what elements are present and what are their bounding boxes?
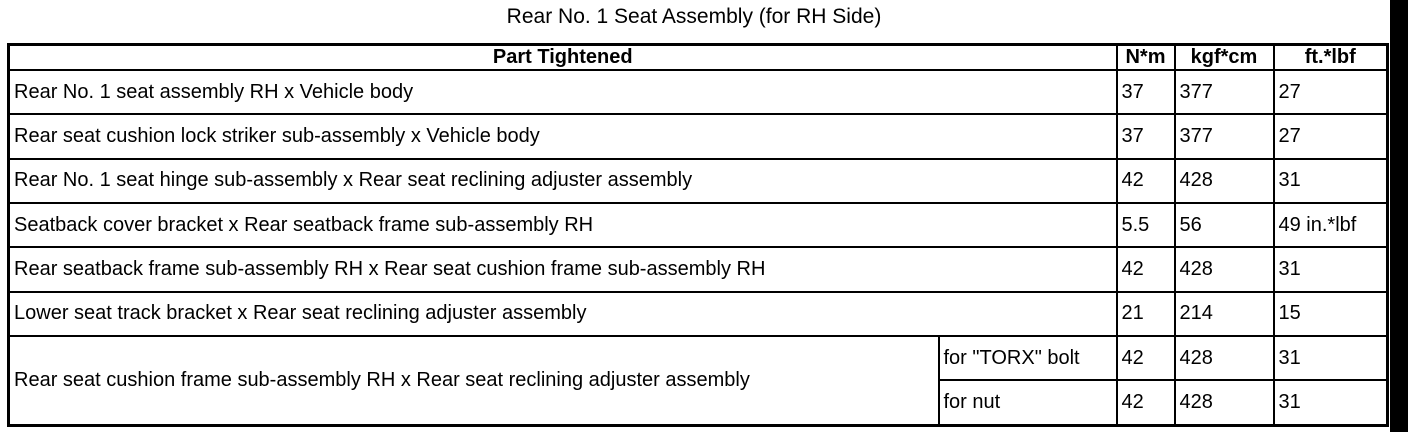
- ft-cell: 31: [1274, 247, 1388, 291]
- header-row: [9, 45, 1388, 71]
- page-title: Rear No. 1 Seat Assembly (for RH Side): [506, 5, 882, 28]
- nm-cell: 37: [1117, 114, 1175, 158]
- part-cell: Rear seat cushion lock striker sub-assembly x Vehicle body: [9, 114, 1117, 158]
- table-row: [9, 247, 1388, 291]
- ft-cell: 31: [1274, 336, 1388, 380]
- ft-cell: 15: [1274, 292, 1388, 336]
- kgf-cell: 428: [1175, 336, 1274, 380]
- part-cell: Lower seat track bracket x Rear seat reclining adjuster assembly: [9, 292, 1117, 336]
- table-row: [9, 292, 1388, 336]
- part-cell: Rear No. 1 seat assembly RH x Vehicle body: [9, 70, 1117, 114]
- table-row: [9, 336, 1388, 380]
- header-nm: N*m: [1117, 45, 1175, 71]
- ft-cell: 49 in.*lbf: [1274, 203, 1388, 247]
- kgf-cell: 428: [1175, 159, 1274, 203]
- nm-cell: 37: [1117, 70, 1175, 114]
- header-kgf-cm: kgf*cm: [1175, 45, 1274, 71]
- nm-cell: 42: [1117, 380, 1175, 425]
- kgf-cell: 377: [1175, 114, 1274, 158]
- torque-spec-table: [7, 43, 1389, 427]
- ft-cell: 31: [1274, 380, 1388, 425]
- ft-cell: 27: [1274, 114, 1388, 158]
- header-part-tightened: Part Tightened: [9, 45, 1117, 71]
- ft-cell: 27: [1274, 70, 1388, 114]
- part-cell: Rear seatback frame sub-assembly RH x Rear seat cushion frame sub-assembly RH: [9, 247, 1117, 291]
- table-row: [9, 203, 1388, 247]
- nm-cell: 42: [1117, 159, 1175, 203]
- kgf-cell: 214: [1175, 292, 1274, 336]
- part-cell: Seatback cover bracket x Rear seatback frame sub-assembly RH: [9, 203, 1117, 247]
- part-cell: Rear No. 1 seat hinge sub-assembly x Rear seat reclining adjuster assembly: [9, 159, 1117, 203]
- nm-cell: 42: [1117, 336, 1175, 380]
- table-row: [9, 114, 1388, 158]
- kgf-cell: 56: [1175, 203, 1274, 247]
- right-edge-bar: [1390, 0, 1408, 432]
- header-ft-lbf: ft.*lbf: [1274, 45, 1388, 71]
- kgf-cell: 377: [1175, 70, 1274, 114]
- table-row: [9, 159, 1388, 203]
- kgf-cell: 428: [1175, 247, 1274, 291]
- nm-cell: 5.5: [1117, 203, 1175, 247]
- nm-cell: 21: [1117, 292, 1175, 336]
- ft-cell: 31: [1274, 159, 1388, 203]
- nm-cell: 42: [1117, 247, 1175, 291]
- part-cell: Rear seat cushion frame sub-assembly RH x Rear seat reclining adjuster assembly: [9, 336, 939, 426]
- table-row: [9, 70, 1388, 114]
- kgf-cell: 428: [1175, 380, 1274, 425]
- fastener-cell: for nut: [939, 380, 1117, 425]
- fastener-cell: for "TORX" bolt: [939, 336, 1117, 380]
